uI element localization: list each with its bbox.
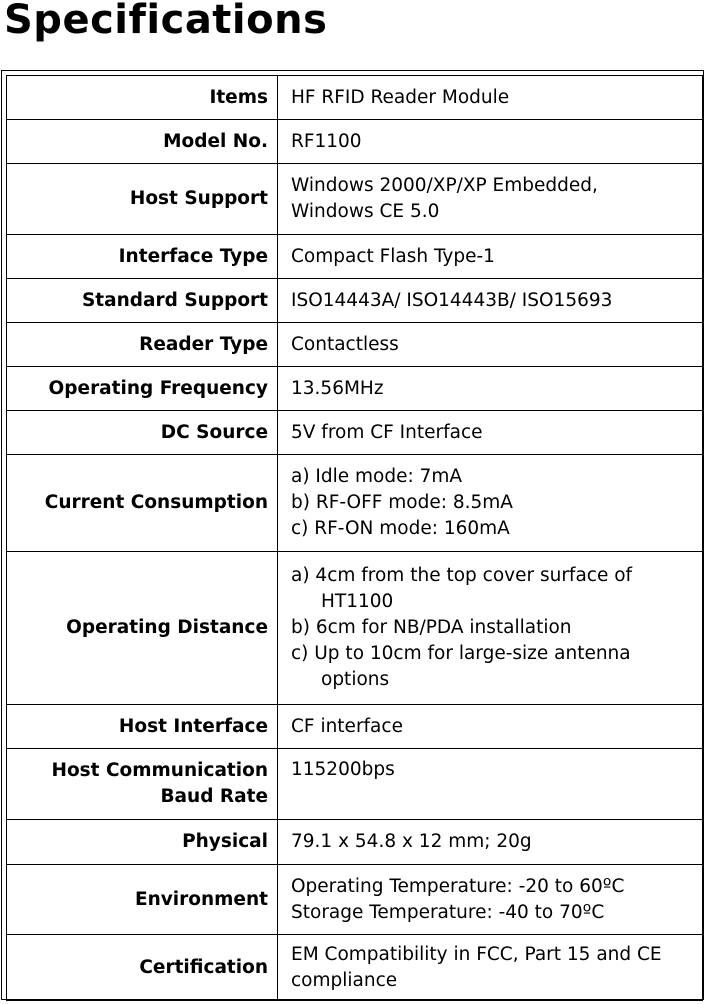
row-label: Interface Type: [7, 235, 278, 279]
row-label: Items: [7, 76, 278, 120]
row-value: [278, 323, 703, 367]
table-row: [7, 411, 703, 455]
table-row: [7, 455, 703, 552]
row-value: [278, 367, 703, 411]
value-line: Windows CE 5.0: [291, 201, 440, 222]
row-value: [278, 120, 703, 164]
table-row: [7, 367, 703, 411]
row-value: [278, 820, 703, 865]
row-value: [278, 279, 703, 323]
row-label: Physical: [7, 820, 278, 865]
value-line: b) 6cm for NB/PDA installation: [291, 617, 572, 638]
value-line: RF1100: [291, 130, 362, 152]
value-line: a) Idle mode: 7mA: [291, 466, 463, 487]
value-line: Windows 2000/XP/XP Embedded,: [291, 175, 598, 196]
value-line: 13.56MHz: [291, 377, 384, 399]
table-row: [7, 164, 703, 235]
row-value: [278, 935, 703, 1001]
table-row: [7, 552, 703, 705]
value-line: 115200bps: [291, 759, 395, 780]
row-label: Current Consumption: [7, 455, 278, 552]
value-line: Storage Temperature: -40 to 70ºC: [291, 901, 605, 923]
table-row: [7, 935, 703, 1001]
value-line: Compact Flash Type-1: [291, 245, 495, 267]
row-value: [278, 552, 703, 705]
row-label: Environment: [7, 865, 278, 935]
value-line: Operating Temperature: -20 to 60ºC: [291, 875, 625, 897]
row-label: Reader Type: [7, 323, 278, 367]
row-label: Host Interface: [7, 705, 278, 749]
page-title: Specifications: [4, 0, 328, 43]
row-label: Host Support: [7, 164, 278, 235]
table-row: [7, 865, 703, 935]
row-value: [278, 164, 703, 235]
value-line: c) Up to 10cm for large-size antenna options: [291, 643, 631, 690]
row-value: [278, 865, 703, 935]
value-line: c) RF-ON mode: 160mA: [291, 518, 510, 539]
value-line: Contactless: [291, 333, 399, 355]
value-line: HF RFID Reader Module: [291, 86, 510, 108]
row-label: Operating Frequency: [7, 367, 278, 411]
row-label: Model No.: [7, 120, 278, 164]
value-line: ISO14443A/ ISO14443B/ ISO15693: [291, 289, 613, 311]
row-value: [278, 235, 703, 279]
row-label: Operating Distance: [7, 552, 278, 705]
row-label: Host Communication Baud Rate: [7, 749, 278, 820]
row-label: DC Source: [7, 411, 278, 455]
value-line: CF interface: [291, 715, 403, 737]
value-line: a) 4cm from the top cover surface of HT1100: [291, 565, 633, 612]
row-value: [278, 411, 703, 455]
value-line: 5V from CF Interface: [291, 421, 483, 443]
table-row: [7, 705, 703, 749]
row-value: [278, 76, 703, 120]
table-row: [7, 279, 703, 323]
value-line: 79.1 x 54.8 x 12 mm; 20g: [291, 831, 532, 852]
value-line: EM Compatibility in FCC, Part 15 and CE compliance: [291, 943, 662, 991]
table-row: [7, 120, 703, 164]
table-row: [7, 749, 703, 820]
row-label: Certification: [7, 935, 278, 1001]
row-value: [278, 455, 703, 552]
table-row: [7, 820, 703, 865]
row-value: [278, 749, 703, 820]
specifications-table: [6, 75, 703, 1001]
row-value: [278, 705, 703, 749]
table-row: [7, 76, 703, 120]
row-label: Standard Support: [7, 279, 278, 323]
table-row: [7, 235, 703, 279]
value-line: b) RF-OFF mode: 8.5mA: [291, 492, 513, 513]
table-row: [7, 323, 703, 367]
